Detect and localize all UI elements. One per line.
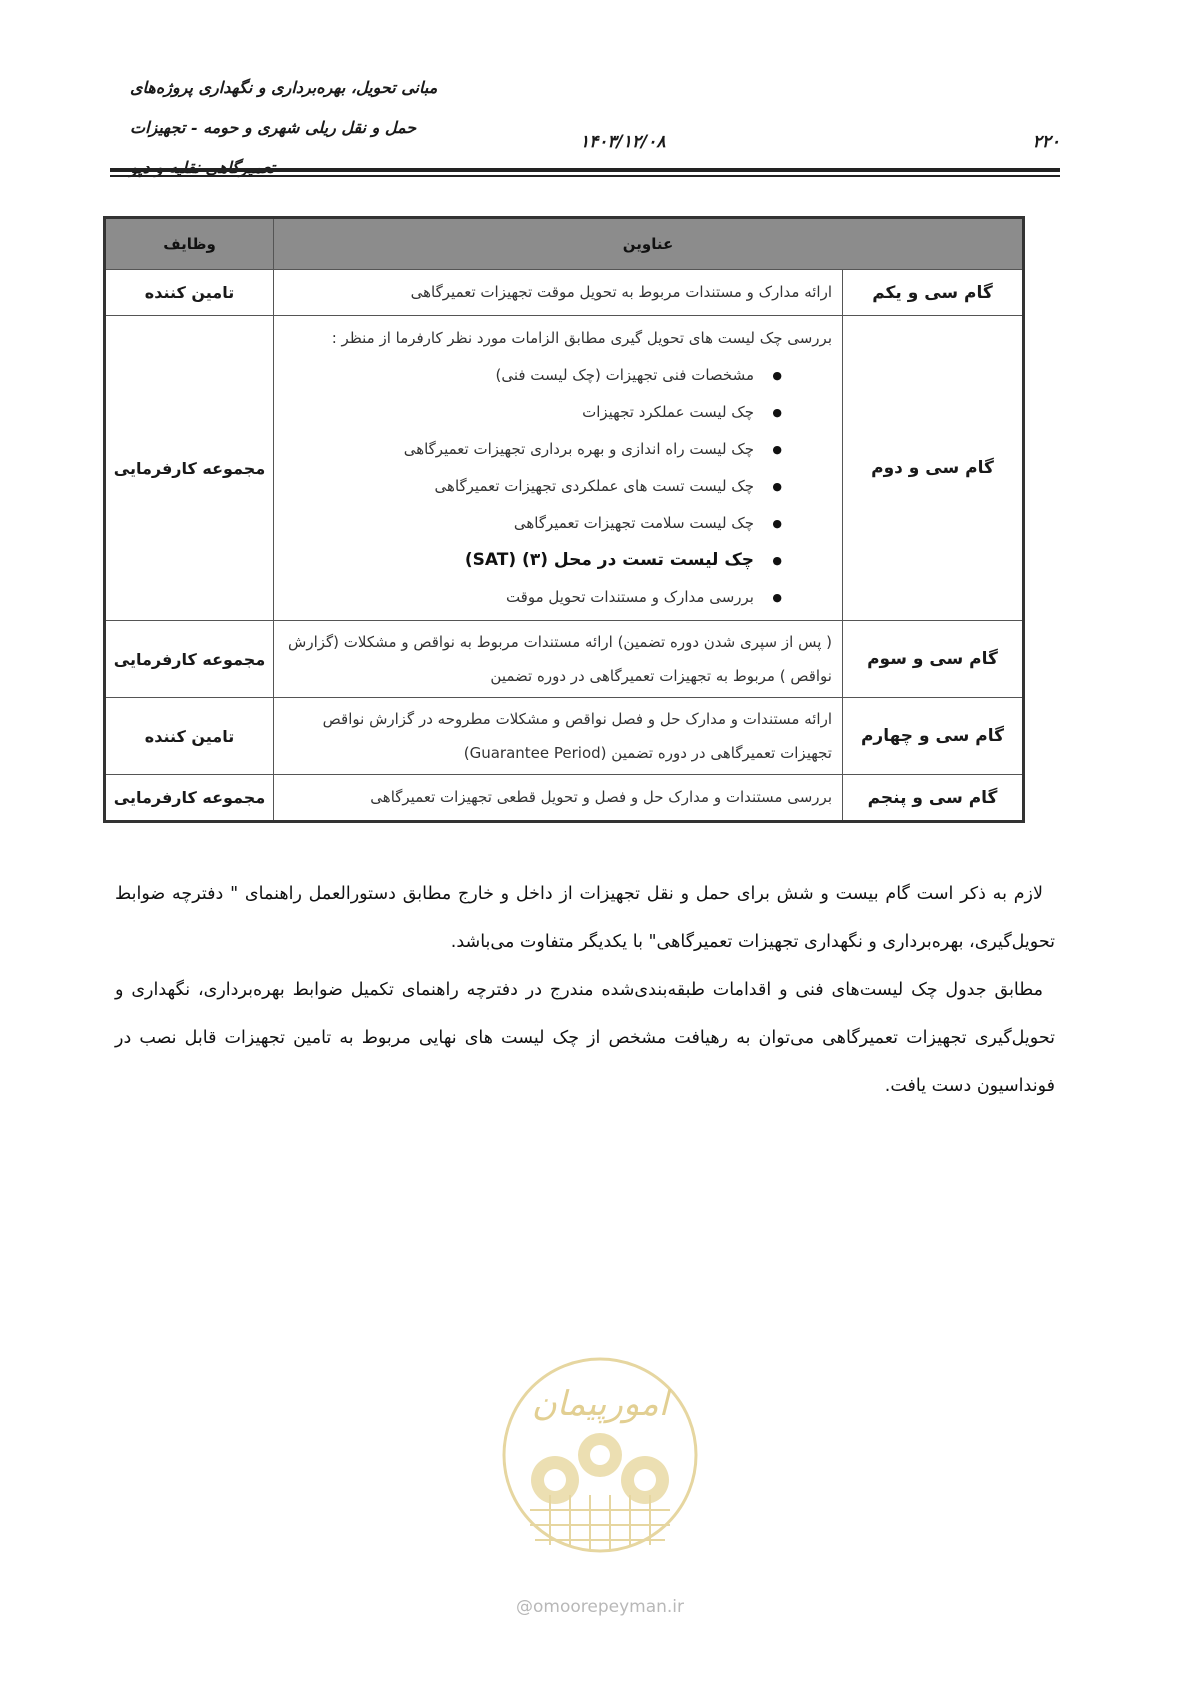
step-role: مجموعه کارفرمایی [105, 316, 274, 621]
column-header-roles: وظایف [105, 218, 274, 270]
watermark-url: @omoorepeyman.ir [515, 1597, 685, 1617]
paragraph: مطابق جدول چک لیست‌های فنی و اقدامات طبقه‌بندی‌شده مندرج در دفترچه راهنمای تکمیل ضوابط بهره‌برداری، نگهداری و تحویل‌گیری تجهیزات تعمیرگاهی می‌توان به رهیافت مشخص از چک لیست های نهایی مربوط به تامین تجهیزات قابل نصب در فونداسیون دست یافت. [115, 980, 1055, 1096]
step-title [274, 621, 843, 698]
step-label: گام سی و دوم [843, 316, 1024, 621]
watermark-seal-icon [490, 1335, 710, 1595]
page-number: ۲۲۰ [1032, 132, 1060, 152]
step-label: گام سی و چهارم [843, 698, 1024, 775]
step-label: گام سی و سوم [843, 621, 1024, 698]
list-item: ● چک لیست تست در محل (۳) (SAT) [284, 542, 782, 579]
list-item: ● بررسی مدارک و مستندات تحویل موقت [284, 579, 782, 616]
step-title [274, 775, 843, 822]
step-role: مجموعه کارفرمایی [105, 621, 274, 698]
watermark-logo-text: امورپیمان [531, 1384, 669, 1424]
step-title-line: تجهیزات تعمیرگاهی در دوره تضمین (Guarantee Period) [463, 744, 832, 762]
list-item: ● چک لیست تست های عملکردی تجهیزات تعمیرگاهی [284, 468, 782, 505]
checklist [284, 357, 832, 616]
table-row [105, 621, 1024, 698]
paragraph: لازم به ذکر است گام بیست و شش برای حمل و نقل تجهیزات از داخل و خارج مطابق دستورالعمل راهنمای " دفترچه ضوابط تحویل‌گیری، بهره‌برداری و نگهداری تجهیزات تعمیرگاهی" با یکدیگر متفاوت می‌باشد. [115, 884, 1055, 952]
table-header-row [105, 218, 1024, 270]
step-title-line: بررسی مستندات و مدارک حل و فصل و تحویل قطعی تجهیزات تعمیرگاهی [370, 788, 832, 806]
page-header [110, 60, 1060, 170]
step-title [274, 316, 843, 621]
book-title-line: مبانی تحویل، بهره‌برداری و نگهداری پروژه‌های [130, 78, 438, 97]
step-role: تامین کننده [105, 698, 274, 775]
column-header-titles: عناوین [274, 218, 1024, 270]
step-intro: بررسی چک لیست های تحویل گیری مطابق الزامات مورد نظر کارفرما از منظر : [331, 329, 832, 347]
table-row [105, 775, 1024, 822]
step-title-line: ارائه مستندات و مدارک حل و فصل نواقص و مشکلات مطروحه در گزارش نواقص [322, 710, 832, 728]
header-rule [110, 168, 1060, 172]
step-title-line: ( پس از سپری شدن دوره تضمین) ارائه مستندات مربوط به نواقص و مشکلات (گزارش [288, 633, 832, 651]
document-date: ۱۴۰۳/۱۲/۰۸ [580, 132, 666, 152]
step-role: تامین کننده [105, 270, 274, 316]
watermark-logo [490, 1335, 710, 1625]
list-item: ● چک لیست سلامت تجهیزات تعمیرگاهی [284, 505, 782, 542]
body-text [115, 870, 1055, 1110]
step-title [274, 698, 843, 775]
header-rule [110, 175, 1060, 177]
step-role: مجموعه کارفرمایی [105, 775, 274, 822]
list-item: ● چک لیست عملکرد تجهیزات [284, 394, 782, 431]
step-label: گام سی و یکم [843, 270, 1024, 316]
steps-table [103, 216, 1025, 823]
step-label: گام سی و پنجم [843, 775, 1024, 822]
table-row [105, 698, 1024, 775]
step-title-line: ارائه مدارک و مستندات مربوط به تحویل موقت تجهیزات تعمیرگاهی [410, 283, 832, 301]
table-row [105, 316, 1024, 621]
book-title-line: حمل و نقل ریلی شهری و حومه - تجهیزات [130, 118, 417, 137]
step-title [274, 270, 843, 316]
list-item: ● مشخصات فنی تجهیزات (چک لیست فنی) [284, 357, 782, 394]
list-item: ● چک لیست راه اندازی و بهره برداری تجهیزات تعمیرگاهی [284, 431, 782, 468]
step-title-line: نواقص ) مربوط به تجهیزات تعمیرگاهی در دوره تضمین [490, 667, 832, 685]
table-row [105, 270, 1024, 316]
